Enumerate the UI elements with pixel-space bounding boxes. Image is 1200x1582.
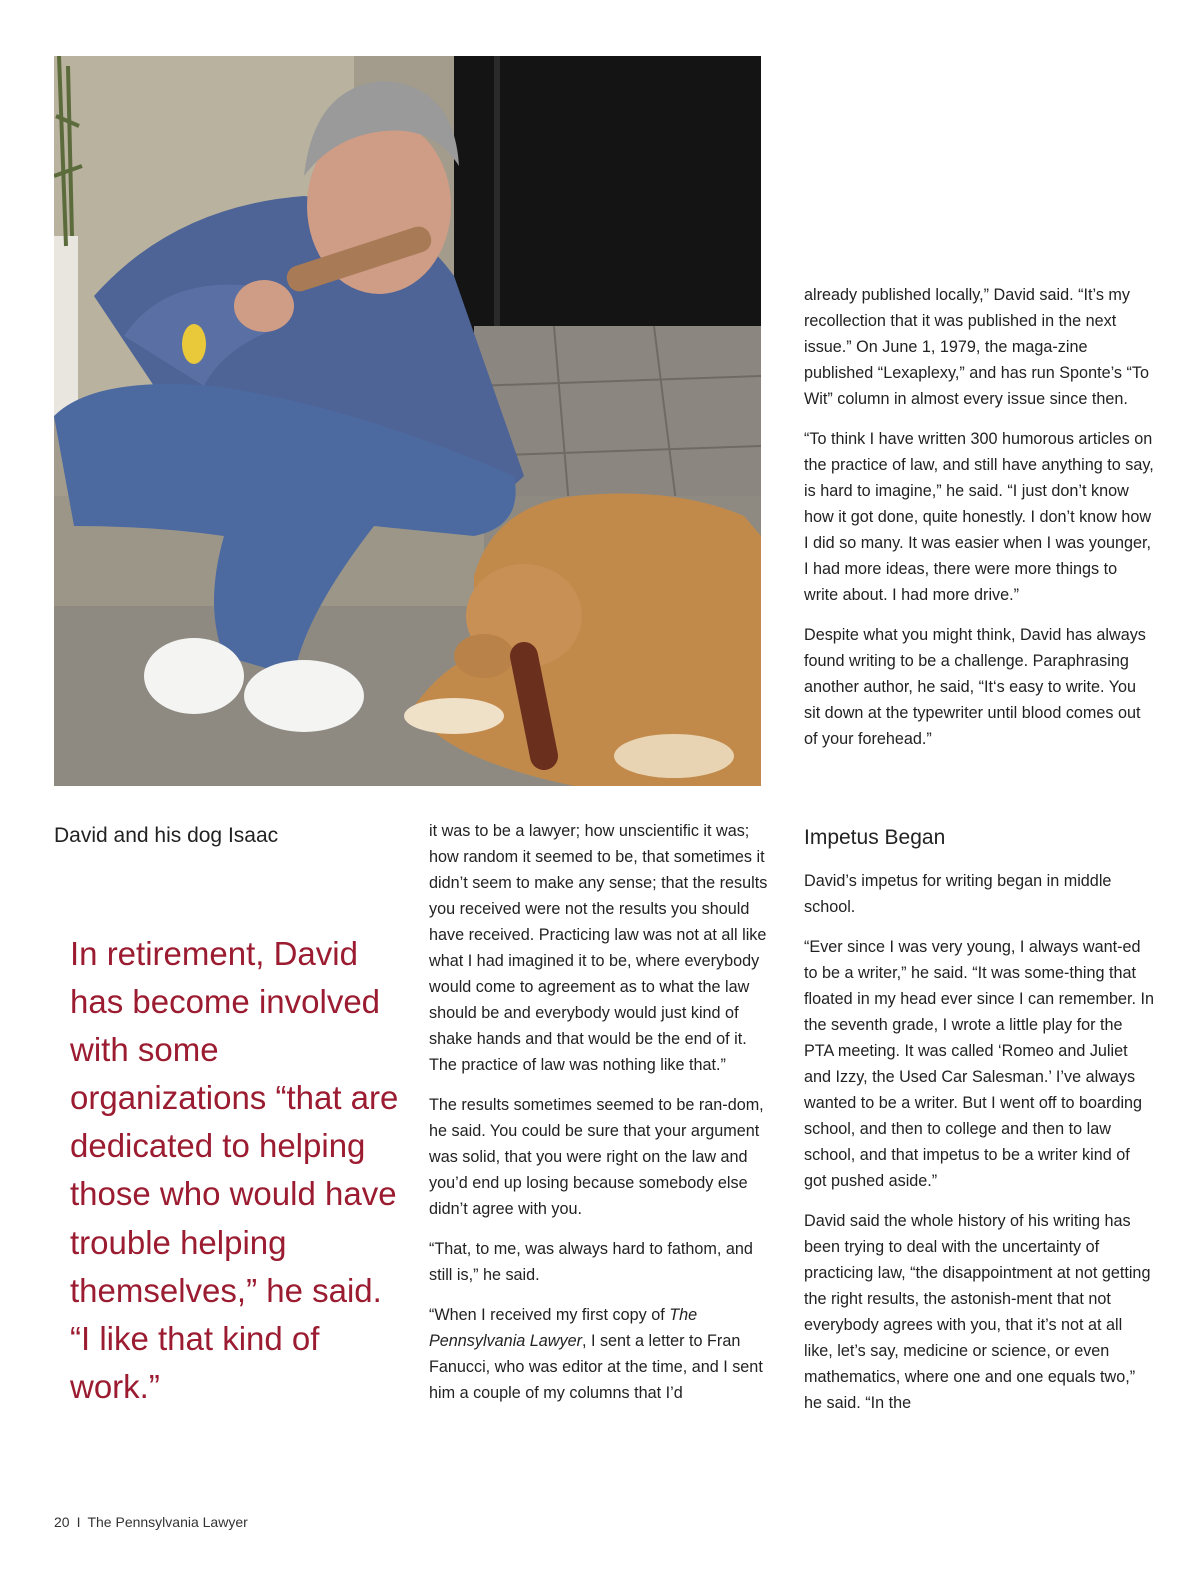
paragraph: David’s impetus for writing began in middle school. — [804, 872, 1112, 916]
paragraph — [429, 1302, 769, 1406]
article-photo — [54, 56, 761, 786]
paragraph: “Ever since I was very young, I always want-ed to be a writer,” he said. “It was some-thing that floated in my head ever since I can remember. In the seventh grade, I wrote a little play for the PTA meeting. It was called ‘Romeo and Juliet and Izzy, the Used Car Salesman.’ I’ve always wanted to be a writer. But I went off to boarding school, and then to college and then to law school, and that impetus to be a writer kind of got pushed aside.” — [804, 938, 1155, 1190]
section-subhead: Impetus Began — [804, 826, 946, 849]
paragraph: The results sometimes seemed to be ran-dom, he said. You could be sure that your argument was solid, that you were right on the law and you’d end up losing because somebody else didn’t agree with you. — [429, 1096, 764, 1218]
paragraph-text: , I sent a letter to Fran Fanucci, who was editor at the time, and I sent him a couple of my columns that I’d — [429, 1332, 763, 1402]
paragraph: “That, to me, was always hard to fathom, and still is,” he said. — [429, 1240, 753, 1284]
paragraph: “To think I have written 300 humorous articles on the practice of law, and still have anything to say, is hard to imagine,” he said. “I just don’t know how it got done, quite honestly. I don’t know how I did so many. It was easier when I was younger, I had more ideas, there were more things to write about. I had more drive.” — [804, 430, 1154, 604]
publication-name: The Pennsylvania Lawyer — [87, 1514, 248, 1530]
paragraph-text: “When I received my first copy of — [429, 1306, 670, 1324]
footer-separator: I — [76, 1514, 81, 1530]
right-column-bottom — [804, 868, 1154, 1430]
paragraph: David said the whole history of his writing has been trying to deal with the uncertainty of practicing law, “the disappointment at not getting the right results, the astonish-ment that not everybody agrees with you, that it’s not at all like, let’s say, medicine or science, or even mathematics, where one and one equals two,” he said. “In the — [804, 1212, 1151, 1412]
pull-quote: In retirement, David has become involved with some organizations “that are dedicated to helping those who would have trouble helping themselves,” he said. “I like that kind of work.” — [70, 935, 399, 1405]
page-number: 20 — [54, 1514, 70, 1530]
paragraph: already published locally,” David said. “It’s my recollection that it was published in the next issue.” On June 1, 1979, the maga-zine published “Lexaplexy,” and has run Sponte’s “To Wit” column in almost every issue since then. — [804, 286, 1149, 408]
publication-title: The Pennsylvania Lawyer — [429, 1306, 698, 1350]
page-footer — [54, 1512, 248, 1532]
paragraph: it was to be a lawyer; how unscientific it was; how random it seemed to be, that sometimes it didn’t seem to make any sense; that the results you received were not the results you should have received. Practicing law was not at all like what I had imagined it to be, where everybody would come to agreement as to what the law should be and everybody would just kind of shake hands and that would be the end of it. The practice of law was nothing like that.” — [429, 822, 768, 1074]
photo-man-and-dog-icon — [54, 56, 761, 786]
photo-caption: David and his dog Isaac — [54, 824, 279, 847]
paragraph: Despite what you might think, David has always found writing to be a challenge. Paraphrasing another author, he said, “It‘s easy to write. You sit down at the typewriter until blood comes out of your forehead.” — [804, 626, 1146, 748]
right-column-top — [804, 282, 1154, 766]
middle-column — [429, 818, 769, 1420]
